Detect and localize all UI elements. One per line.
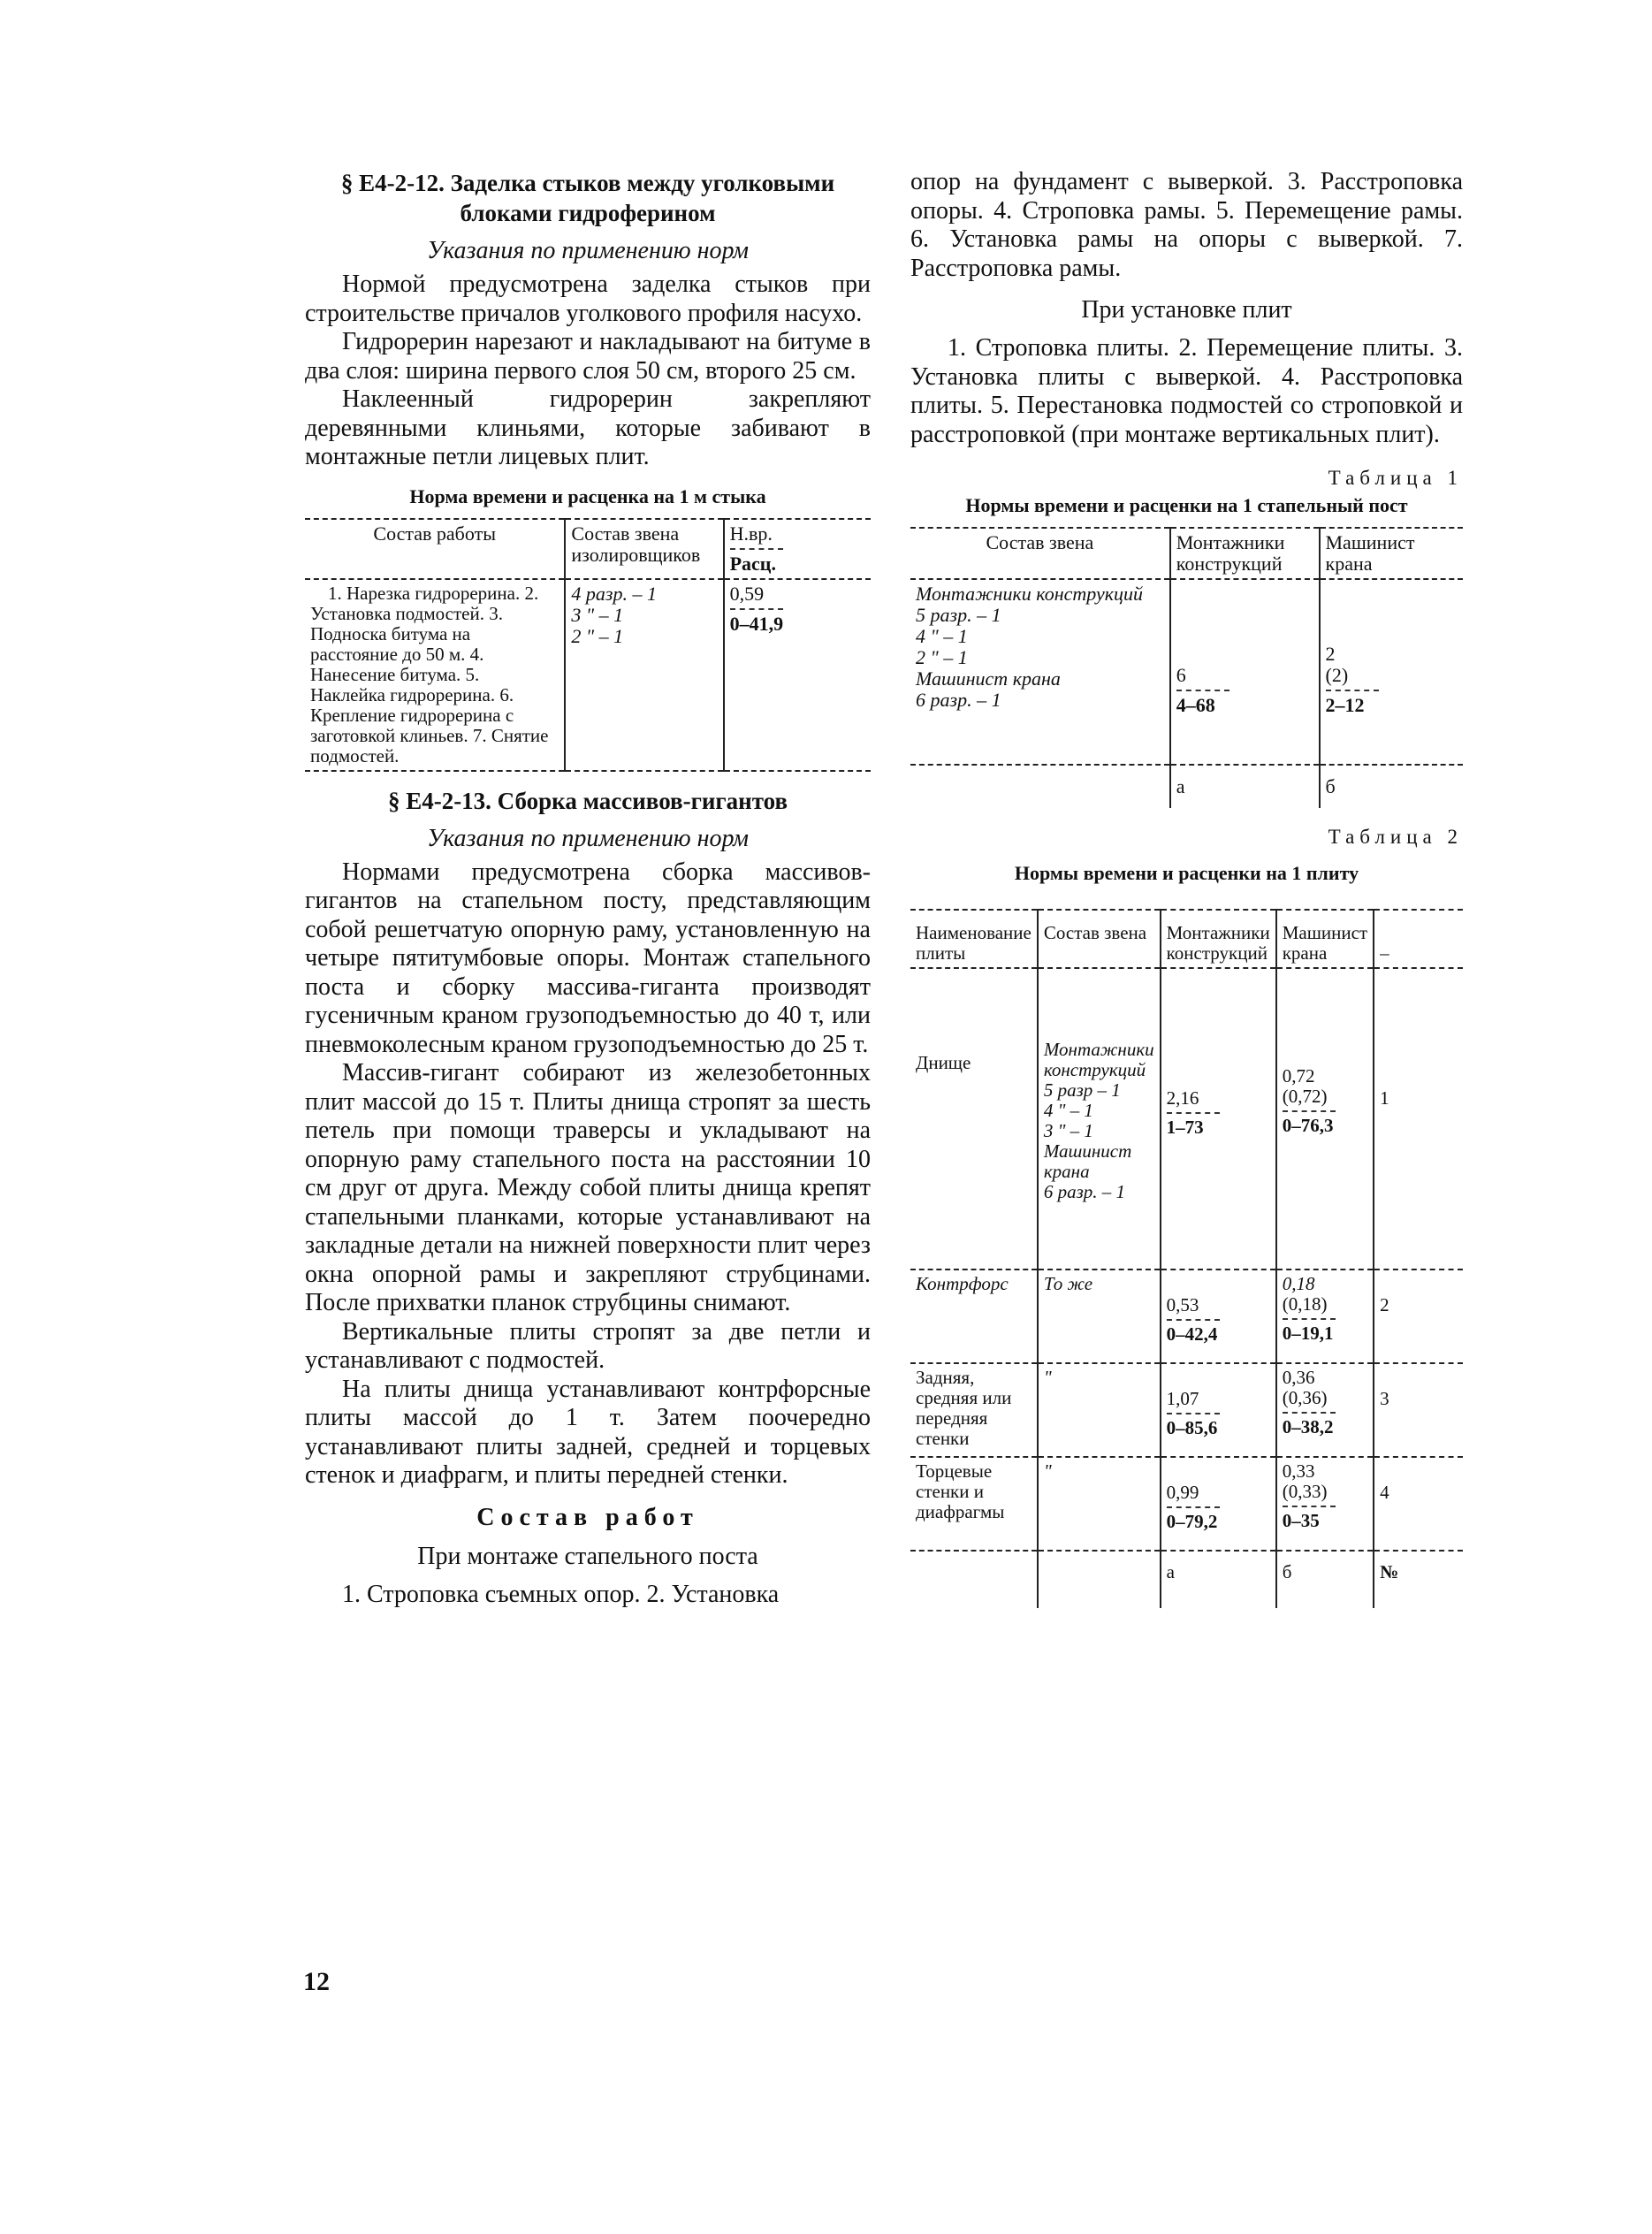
team-line: Монтажники конструкций xyxy=(916,583,1144,605)
table2-body xyxy=(910,968,1463,1551)
right-column xyxy=(910,168,1463,1608)
mash-cell xyxy=(1276,1457,1374,1551)
nvr-value: 2,16 xyxy=(1166,1087,1199,1109)
plates-heading: При установке плит xyxy=(1081,296,1292,324)
paragraph: Нормами предусмотрена сборка массивов-гигантов на стапельном посту, представляющим собой решетчатую опорную раму, установленную на четыре пятитумбовые опоры. Монтаж стапельного поста и сборку массива-гиганта производят гусеничным краном грузоподъемностью до 40 т, или пневмоколесным краном грузоподъемностью до 25 т. xyxy=(305,858,871,1058)
team-cell xyxy=(1038,1363,1161,1457)
paragraph: опор на фундамент с выверкой. 3. Расстроповка опоры. 4. Строповка рамы. 5. Перемещение рамы. 6. Установка рамы на опоры с выверкой. 7. Расстроповка рамы. xyxy=(910,168,1463,282)
nvr-value: 0,36 xyxy=(1282,1367,1315,1388)
nvr-value: 0,59 xyxy=(729,582,765,605)
col-header-mash: Машинист крана xyxy=(1276,910,1374,968)
divider xyxy=(1176,690,1229,691)
team-line: Машинист крана xyxy=(916,667,1061,690)
row-number: 4 xyxy=(1374,1457,1463,1551)
table-row xyxy=(910,1269,1463,1363)
nvr-value: 0,53 xyxy=(1166,1294,1199,1315)
col-header-team: Состав звена xyxy=(1038,910,1161,968)
mash-cell xyxy=(1320,579,1464,765)
rasc-value: 0–19,1 xyxy=(1282,1323,1334,1344)
rasc-value: 0–79,2 xyxy=(1166,1511,1218,1532)
empty-cell xyxy=(910,1551,1038,1608)
divider xyxy=(1283,1412,1336,1414)
team-line: Машинист крана xyxy=(1043,1140,1132,1182)
row-number: 3 xyxy=(1374,1363,1463,1457)
plate-name: Торцевые стенки и диафрагмы xyxy=(916,1460,1005,1522)
team-line: 4 разр. – 1 xyxy=(571,582,657,605)
page-number: 12 xyxy=(303,1967,330,1996)
nvr-value: 6 xyxy=(1176,664,1186,686)
rasc-value: 0–35 xyxy=(1282,1510,1320,1531)
mont-cell xyxy=(1170,579,1320,765)
nvr-value: 0,18 xyxy=(1282,1273,1315,1294)
team-line: 3 " – 1 xyxy=(1043,1120,1093,1141)
work-description: 1. Нарезка гидрорерина. 2. Установка подмостей. 3. Подноска битума на расстояние до 50 м. 4. Нанесение битума. 5. Наклейка гидрорерина. 6. Крепление гидрорерина с заготовкой клиньев. 7. Снятие подмостей. xyxy=(310,582,549,766)
row-number: 1 xyxy=(1374,968,1463,1269)
team-line: 6 разр. – 1 xyxy=(916,689,1001,711)
col-header-extra: – xyxy=(1374,910,1463,968)
header-rasc: Расц. xyxy=(729,552,776,575)
mont-cell xyxy=(1161,1363,1276,1457)
nvr-value: 2 xyxy=(1325,643,1336,665)
plate-name: Контрфорс xyxy=(916,1273,1009,1294)
mash-cell xyxy=(1276,1363,1374,1457)
team-line: 4 " – 1 xyxy=(1043,1100,1093,1121)
nvr-value: 0,72 xyxy=(1282,1065,1315,1087)
team-cell xyxy=(1038,1269,1161,1363)
works-heading: Состав работ xyxy=(476,1503,699,1531)
rasc-value: 2–12 xyxy=(1325,694,1365,716)
table1-label: Таблица 1 xyxy=(1328,467,1463,489)
team-line: 5 разр. – 1 xyxy=(916,604,1001,626)
empty-cell xyxy=(910,765,1170,808)
col-letter-a: а xyxy=(1170,765,1320,808)
team-line: 5 разр – 1 xyxy=(1043,1079,1121,1101)
col-header-team: Состав звена изолировщиков xyxy=(565,519,723,579)
team-line: Монтажники конструкций xyxy=(1043,1039,1154,1080)
paragraph: На плиты днища устанавливают контрфорсные плиты массой до 1 т. Затем поочередно устанавливают плиты задней, средней и торцевых стенок и диафрагм, и плиты передней стенки. xyxy=(305,1375,871,1489)
team-cell xyxy=(565,579,723,771)
mont-cell xyxy=(1161,968,1276,1269)
divider xyxy=(1167,1112,1220,1114)
divider xyxy=(1283,1318,1336,1320)
table-caption: Норма времени и расценка на 1 м стыка xyxy=(409,484,766,507)
divider xyxy=(1326,690,1379,691)
divider xyxy=(1283,1110,1336,1112)
team-line: 3 " – 1 xyxy=(571,603,624,626)
mash-cell xyxy=(1276,968,1374,1269)
col-letter-b: б xyxy=(1276,1551,1374,1608)
col-header-norm xyxy=(724,519,871,579)
col-header-work: Состав работы xyxy=(373,522,496,545)
row-number: 2 xyxy=(1374,1269,1463,1363)
norm-table-e4-2-12 xyxy=(305,518,871,772)
works-subheading: При монтаже стапельного поста xyxy=(417,1542,758,1570)
paragraph: Массив-гигант собирают из железобетонных плит массой до 15 т. Плиты днища стропят за шесть петель при помощи траверсы и укладывают на опорную раму стапельного поста на расстоянии 10 см друг от друга. Между собой плиты днища крепят стапельными планками, которые устанавливают на закладные детали на нижней поверхности плит через окна опорной рамы и закрепляют струбцинами. После прихватки планок струбцины снимают. xyxy=(305,1059,871,1316)
col-letter-a: а xyxy=(1161,1551,1276,1608)
table-row xyxy=(910,1363,1463,1457)
paragraph: Нормой предусмотрена заделка стыков при строительстве причалов уголкового профиля насухо. xyxy=(305,271,871,327)
table2-label: Таблица 2 xyxy=(1328,826,1463,848)
rasc-value: 1–73 xyxy=(1166,1117,1204,1138)
nvr-value-2: (0,18) xyxy=(1282,1293,1328,1315)
rasc-value: 0–38,2 xyxy=(1282,1416,1334,1437)
team-cell xyxy=(1038,968,1161,1269)
team-cell xyxy=(910,579,1170,765)
left-column xyxy=(305,168,871,1609)
team-line: " xyxy=(1043,1460,1052,1482)
section-e4-2-12-title: § Е4-2-12. Заделка стыков между уголковыми блоками гидроферином xyxy=(340,170,835,226)
norm-cell xyxy=(724,579,871,771)
divider xyxy=(730,548,783,550)
nvr-value: 0,99 xyxy=(1166,1482,1199,1503)
col-header-mont: Монтажники конструкций xyxy=(1161,910,1276,968)
paragraph: 1. Строповка плиты. 2. Перемещение плиты. 3. Установка плиты с выверкой. 4. Расстроповка плиты. 5. Перестановка подмостей со строповкой и расстроповкой (при монтаже вертикальных плит). xyxy=(910,334,1463,448)
divider xyxy=(1283,1506,1336,1507)
plate-name: Днище xyxy=(916,1052,971,1073)
table2-caption: Нормы времени и расценки на 1 плиту xyxy=(1014,862,1359,884)
col-header-name: Наименование плиты xyxy=(916,922,1032,964)
section-e4-2-13-title: § Е4-2-13. Сборка массивов-гигантов xyxy=(387,787,788,814)
rasc-value: 0–42,4 xyxy=(1166,1323,1218,1345)
paragraph: 1. Строповка съемных опор. 2. Установка xyxy=(342,1580,780,1608)
section-e4-2-12-subtitle: Указания по применению норм xyxy=(427,237,749,264)
nvr-value: 1,07 xyxy=(1166,1388,1199,1409)
divider xyxy=(730,608,783,610)
team-line: " xyxy=(1043,1367,1052,1388)
paragraph: Наклеенный гидрорерин закрепляют деревянными клиньями, которые забивают в монтажные петли лицевых плит. xyxy=(305,385,871,470)
table-row xyxy=(910,968,1463,1269)
plate-name: Задняя, средняя или передняя стенки xyxy=(916,1367,1012,1449)
team-cell xyxy=(1038,1457,1161,1551)
col-header-team: Состав звена xyxy=(986,531,1094,553)
norm-table-2 xyxy=(910,909,1463,1608)
team-line: 2 " – 1 xyxy=(916,646,968,668)
norm-table-1 xyxy=(910,527,1463,808)
divider xyxy=(1167,1413,1220,1414)
table1-caption: Нормы времени и расценки на 1 стапельный пост xyxy=(965,494,1408,516)
mont-cell xyxy=(1161,1457,1276,1551)
team-line: 4 " – 1 xyxy=(916,625,968,647)
nvr-value-2: (0,36) xyxy=(1282,1387,1328,1408)
col-header-mash: Машинист крана xyxy=(1320,528,1464,579)
nvr-value-2: (0,72) xyxy=(1282,1086,1328,1107)
col-number-sign: № xyxy=(1374,1551,1463,1608)
nvr-value-2: (0,33) xyxy=(1282,1481,1328,1502)
mont-cell xyxy=(1161,1269,1276,1363)
nvr-value: 0,33 xyxy=(1282,1460,1315,1482)
divider xyxy=(1167,1319,1220,1321)
rasc-value: 0–41,9 xyxy=(729,612,784,635)
divider xyxy=(1167,1506,1220,1508)
rasc-value: 0–76,3 xyxy=(1282,1115,1334,1136)
team-line: 2 " – 1 xyxy=(571,624,624,647)
col-letter-b: б xyxy=(1320,765,1464,808)
mash-cell xyxy=(1276,1269,1374,1363)
nvr-value-2: (2) xyxy=(1325,664,1349,686)
section-e4-2-13-subtitle: Указания по применению норм xyxy=(427,824,749,852)
rasc-value: 4–68 xyxy=(1176,694,1215,716)
team-line: То же xyxy=(1043,1273,1093,1294)
header-nvr: Н.вр. xyxy=(729,522,773,545)
empty-cell xyxy=(1038,1551,1161,1608)
rasc-value: 0–85,6 xyxy=(1166,1417,1218,1438)
paragraph: Вертикальные плиты стропят за две петли и устанавливают с подмостей. xyxy=(305,1317,871,1374)
col-header-mont: Монтажники конструкций xyxy=(1170,528,1320,579)
table-row xyxy=(910,1457,1463,1551)
team-line: 6 разр. – 1 xyxy=(1043,1181,1126,1202)
paragraph: Гидрорерин нарезают и накладывают на битуме в два слоя: ширина первого слоя 50 см, второго 25 см. xyxy=(305,328,871,385)
